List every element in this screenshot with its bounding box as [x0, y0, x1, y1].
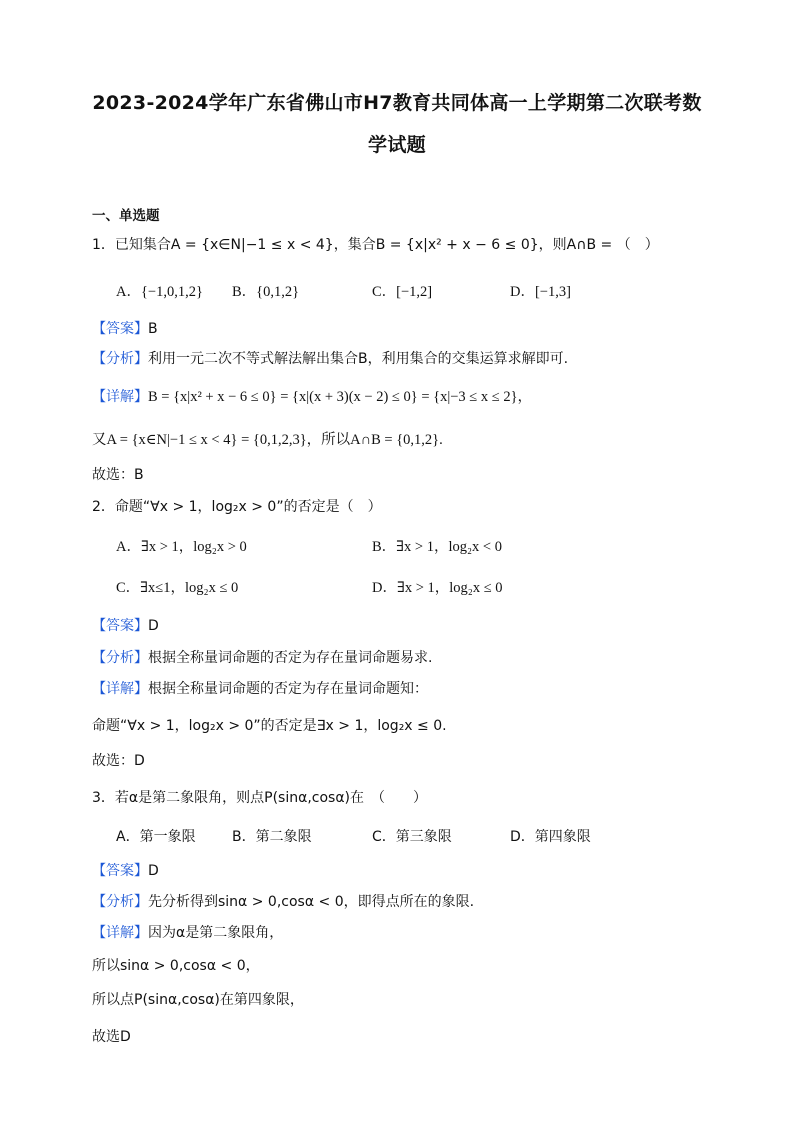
q1-option-b: B．{0,1,2}: [232, 284, 300, 300]
detail-tag: 【详解】: [92, 681, 148, 697]
q3-detail-2: 所以sinα > 0,cosα < 0，: [92, 958, 260, 974]
analysis-tag: 【分析】: [92, 650, 148, 666]
analysis-tag: 【分析】: [92, 351, 148, 367]
answer-tag: 【答案】: [92, 863, 148, 879]
q3-option-d: D．第四象限: [510, 829, 591, 845]
q3-option-c: C．第三象限: [372, 829, 452, 845]
q2-analysis: 根据全称量词命题的否定为存在量词命题易求.: [148, 650, 433, 666]
q2-answer: D: [148, 618, 159, 634]
q1-option-d: D．[−1,3]: [510, 284, 571, 300]
q3-detail-3: 所以点P(sinα,cosα)在第四象限，: [92, 992, 304, 1008]
q3-option-b: B．第二象限: [232, 829, 312, 845]
q2-option-a: A．∃x > 1，log₂x > 0: [116, 539, 247, 555]
q2-stem: 2．命题“∀x > 1，log₂x > 0”的否定是（ ）: [92, 499, 382, 515]
q2-conclusion: 故选：D: [92, 753, 145, 769]
q1-detail-line: [92, 385, 532, 406]
answer-tag: 【答案】: [92, 321, 148, 337]
q3-detail-line: [92, 922, 283, 942]
q1-detail: B = {x|x² + x − 6 ≤ 0} = {x|(x + 3)(x − 2) ≤ 0} = {x|−3 ≤ x ≤ 2}，: [148, 389, 533, 405]
q3-answer: D: [148, 863, 159, 879]
q1-answer-line: [92, 318, 158, 338]
q3-detail: 因为α是第二象限角，: [148, 925, 284, 941]
analysis-tag: 【分析】: [92, 894, 148, 910]
q1-conclusion: 故选：B: [92, 467, 144, 483]
q3-analysis: 先分析得到sinα > 0,cosα < 0，即得点所在的象限.: [148, 894, 475, 910]
q3-option-a: A．第一象限: [116, 829, 196, 845]
q2-detail-line: [92, 678, 428, 698]
detail-tag: 【详解】: [92, 389, 148, 405]
q1-analysis-line: [92, 348, 568, 368]
q2-analysis-line: [92, 647, 432, 667]
doc-title-line2: 学试题: [368, 134, 426, 156]
q1-detail-2: 又A = {x∈N|−1 ≤ x < 4} = {0,1,2,3}，所以A∩B = {0,1,2}.: [92, 432, 443, 448]
q2-option-d: D．∃x > 1，log₂x ≤ 0: [372, 580, 503, 596]
q2-answer-line: [92, 615, 159, 635]
answer-tag: 【答案】: [92, 618, 148, 634]
q1-stem: 1．已知集合A = {x∈N|−1 ≤ x < 4}，集合B = {x|x² + x − 6 ≤ 0}，则A∩B = （ ）: [92, 237, 659, 253]
q2-option-c: C．∃x≤1，log₂x ≤ 0: [116, 580, 239, 596]
q3-conclusion: 故选D: [92, 1029, 131, 1045]
q2-detail: 根据全称量词命题的否定为存在量词命题知：: [148, 681, 428, 697]
q2-detail-2: 命题“∀x > 1，log₂x > 0”的否定是∃x > 1，log₂x ≤ 0.: [92, 718, 447, 734]
q1-option-a: A．{−1,0,1,2}: [116, 284, 203, 300]
q3-stem: 3．若α是第二象限角，则点P(sinα,cosα)在 （ ）: [92, 790, 428, 806]
q1-option-c: C．[−1,2]: [372, 284, 433, 300]
q3-answer-line: [92, 860, 159, 880]
q1-answer: B: [148, 321, 158, 337]
q1-analysis: 利用一元二次不等式解法解出集合B，利用集合的交集运算求解即可.: [148, 351, 569, 367]
q3-analysis-line: [92, 891, 474, 911]
section-heading: 一、单选题: [92, 208, 160, 224]
q2-option-b: B．∃x > 1，log₂x < 0: [372, 539, 502, 555]
detail-tag: 【详解】: [92, 925, 148, 941]
doc-title-line1: 2023-2024学年广东省佛山市H7教育共同体高一上学期第二次联考数: [92, 92, 702, 114]
